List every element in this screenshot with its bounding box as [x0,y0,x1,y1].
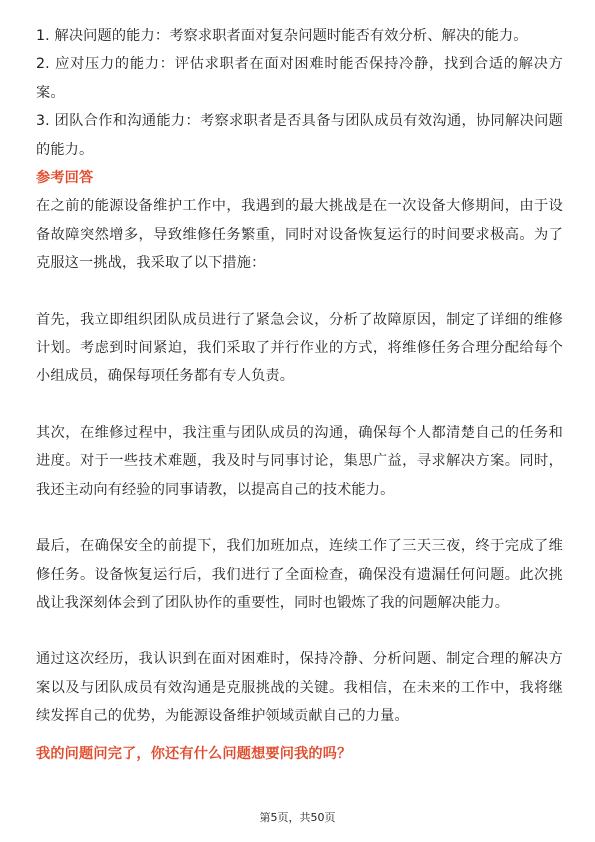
criterion-item-1: 1. 解决问题的能力：考察求职者面对复杂问题时能否有效分析、解决的能力。 [36,28,528,44]
reference-answer-heading: 参考回答 [36,170,94,187]
closing-question: 我的问题问完了，你还有什么问题想要问我的吗？ [36,745,352,762]
page-content [36,22,563,768]
criterion-item-2: 2. 应对压力的能力：评估求职者在面对困难时能否保持冷静，找到合适的解决方案。 [36,56,563,101]
answer-paragraph-second: 其次，在维修过程中，我注重与团队成员的沟通，确保每个人都清楚自己的任务和进度。对于一些技术难题，我及时与同事讨论，集思广益，寻求解决方案。同时，我还主动向有经验的同事请教，以提高自己的技术能力。 [36,424,563,498]
criterion-item-3: 3. 团队合作和沟通能力：考察求职者是否具备与团队成员有效沟通，协同解决问题的能力。 [36,113,563,158]
answer-paragraph-conclusion: 通过这次经历，我认识到在面对困难时，保持冷静、分析问题、制定合理的解决方案以及与团队成员有效沟通是克服挑战的关键。我相信，在未来的工作中，我将继续发挥自己的优势，为能源设备维护领域贡献自己的力量。 [36,651,563,725]
answer-paragraph-last: 最后，在确保安全的前提下，我们加班加点，连续工作了三天三夜，终于完成了维修任务。设备恢复运行后，我们进行了全面检查，确保没有遗漏任何问题。此次挑战让我深刻体会到了团队协作的重要性，同时也锻炼了我的问题解决能力。 [36,538,563,611]
answer-paragraph-intro: 在之前的能源设备维护工作中，我遇到的最大挑战是在一次设备大修期间，由于设备故障突然增多，导致维修任务繁重，同时对设备恢复运行的时间要求极高。为了克服这一挑战，我采取了以下措施： [36,198,563,272]
answer-paragraph-first: 首先，我立即组织团队成员进行了紧急会议，分析了故障原因，制定了详细的维修计划。考虑到时间紧迫，我们采取了并行作业的方式，将维修任务合理分配给每个小组成员，确保每项任务都有专人负责。 [36,311,563,385]
page-number-footer: 第5页，共50页 [259,811,336,824]
